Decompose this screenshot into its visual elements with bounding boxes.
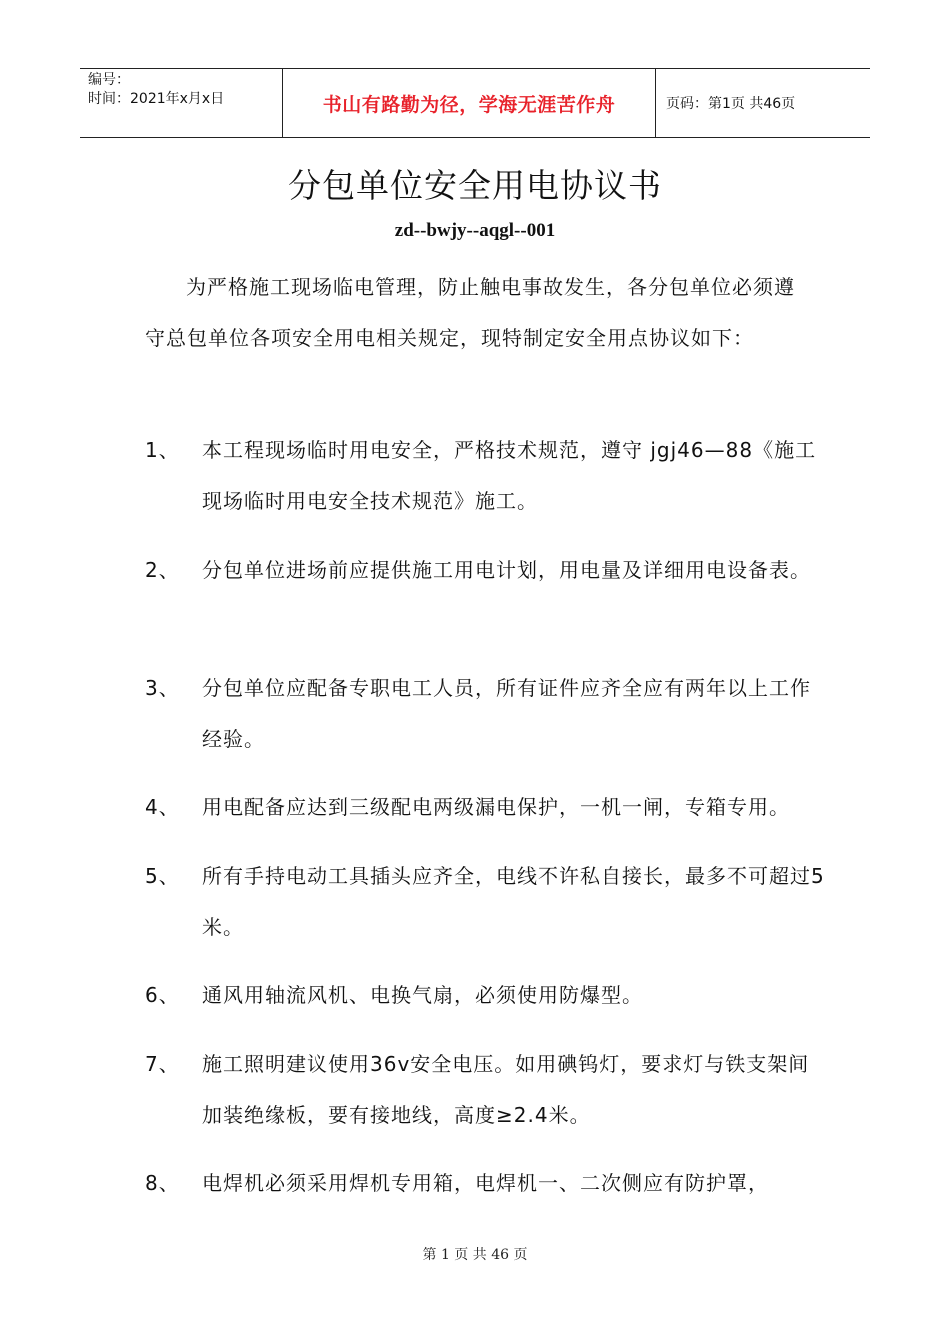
list-item-text: 本工程现场临时用电安全，严格技术规范，遵守 jgj46—88《施工现场临时用电安全技术规范》施工。 [202,438,817,513]
list-item [145,663,825,765]
list-item-number: 1、 [145,438,180,462]
list-item-text: 分包单位进场前应提供施工用电计划，用电量及详细用电设备表。 [202,558,811,582]
list-item-text: 所有手持电动工具插头应齐全，电线不许私自接长，最多不可超过5米。 [202,864,825,939]
list-item-text: 用电配备应达到三级配电两级漏电保护，一机一闸，专箱专用。 [202,795,790,819]
list-item-text: 分包单位应配备专职电工人员，所有证件应齐全应有两年以上工作经验。 [202,676,811,751]
list-item-text: 施工照明建议使用36v安全电压。如用碘钨灯，要求灯与铁支架间加装绝缘板，要有接地线，高度≥2.4米。 [202,1052,810,1127]
list-item [145,545,825,596]
header-page-info: 页码：第1页 共46页 [666,96,796,112]
list-item [145,425,825,527]
list-item-number: 4、 [145,795,180,819]
list-item-number: 6、 [145,983,180,1007]
list-item-text: 电焊机必须采用焊机专用箱，电焊机一、二次侧应有防护罩， [202,1171,769,1195]
page-footer: 第 1 页 共 46 页 [422,1247,528,1263]
list-item-number: 3、 [145,676,180,700]
document-header [80,68,870,138]
list-item [145,970,825,1021]
list-item [145,1039,825,1141]
time-label: 时间：2021年x月x日 [88,91,225,107]
document-code: zd--bwjy--aqgl--001 [394,220,556,241]
intro-paragraph: 为严格施工现场临电管理，防止触电事故发生，各分包单位必须遵守总包单位各项安全用电相关规定，现特制定安全用点协议如下： [145,275,795,350]
list-item-number: 7、 [145,1052,180,1076]
document-title: 分包单位安全用电协议书 [288,166,662,205]
list-item-number: 8、 [145,1171,180,1195]
header-motto: 书山有路勤为径，学海无涯苦作舟 [282,69,656,137]
list-item-number: 5、 [145,864,180,888]
header-meta-cell [80,69,282,137]
number-label: 编号： [88,72,130,88]
list-item [145,782,825,833]
list-item [145,1158,825,1209]
list-item [145,851,825,953]
list-item-number: 2、 [145,558,180,582]
list-item-text: 通风用轴流风机、电换气扇，必须使用防爆型。 [202,983,643,1007]
